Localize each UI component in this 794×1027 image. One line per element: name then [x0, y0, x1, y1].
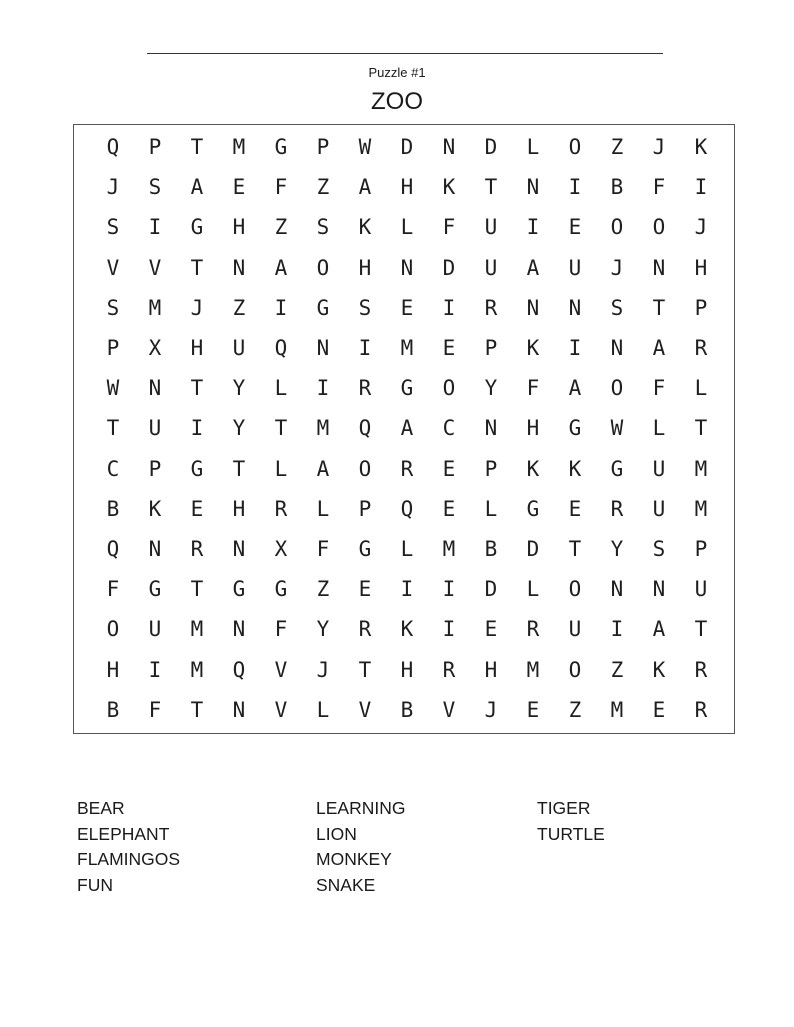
- grid-cell: L: [484, 496, 498, 521]
- grid-cell: F: [316, 536, 330, 561]
- grid-cell: M: [400, 336, 414, 361]
- grid-cell: C: [442, 416, 456, 441]
- grid-cell: B: [106, 496, 120, 521]
- grid-cell: Z: [316, 175, 330, 200]
- grid-cell: J: [190, 295, 204, 320]
- grid-cell: O: [316, 255, 330, 280]
- grid-cell: M: [232, 135, 246, 160]
- grid-cell: U: [652, 496, 666, 521]
- grid-cell: I: [442, 295, 456, 320]
- word-list-column-2: [316, 796, 405, 899]
- grid-cell: V: [148, 255, 162, 280]
- grid-cell: Y: [316, 617, 330, 642]
- grid-cell: O: [568, 657, 582, 682]
- grid-cell: L: [316, 697, 330, 722]
- grid-cell: N: [442, 135, 456, 160]
- grid-cell: R: [610, 496, 624, 521]
- grid-cell: I: [358, 336, 372, 361]
- grid-cell: M: [442, 536, 456, 561]
- grid-cell: H: [358, 255, 372, 280]
- grid-cell: Y: [232, 416, 246, 441]
- grid-cell: Z: [232, 295, 246, 320]
- letter-grid: [92, 127, 722, 730]
- word-list-item: MONKEY: [316, 849, 392, 870]
- grid-cell: N: [652, 255, 666, 280]
- grid-cell: H: [400, 175, 414, 200]
- grid-cell: X: [148, 336, 162, 361]
- grid-cell: J: [694, 215, 708, 240]
- grid-cell: V: [274, 697, 288, 722]
- grid-cell: N: [610, 577, 624, 602]
- grid-cell: L: [526, 135, 540, 160]
- word-list-item: LEARNING: [316, 798, 406, 818]
- grid-cell: T: [274, 416, 288, 441]
- grid-cell: F: [442, 215, 456, 240]
- grid-cell: M: [694, 456, 708, 481]
- grid-cell: R: [274, 496, 288, 521]
- grid-cell: A: [652, 617, 666, 642]
- grid-cell: H: [400, 657, 414, 682]
- grid-cell: P: [106, 336, 120, 361]
- grid-cell: P: [694, 295, 708, 320]
- grid-cell: E: [442, 456, 456, 481]
- grid-cell: H: [106, 657, 120, 682]
- grid-cell: O: [568, 135, 582, 160]
- grid-cell: K: [652, 657, 666, 682]
- grid-cell: H: [694, 255, 708, 280]
- grid-cell: O: [358, 456, 372, 481]
- grid-cell: G: [316, 295, 330, 320]
- grid-cell: L: [526, 577, 540, 602]
- word-list-item: BEAR: [77, 798, 125, 818]
- grid-cell: B: [106, 697, 120, 722]
- grid-cell: H: [190, 336, 204, 361]
- grid-cell: L: [274, 456, 288, 481]
- grid-cell: J: [610, 255, 624, 280]
- grid-cell: K: [442, 175, 456, 200]
- grid-cell: N: [400, 255, 414, 280]
- grid-cell: D: [484, 577, 498, 602]
- grid-cell: Q: [106, 135, 120, 160]
- grid-cell: G: [568, 416, 582, 441]
- grid-cell: E: [190, 496, 204, 521]
- grid-cell: G: [190, 456, 204, 481]
- grid-cell: I: [568, 336, 582, 361]
- grid-cell: N: [652, 577, 666, 602]
- grid-cell: S: [316, 215, 330, 240]
- grid-cell: K: [694, 135, 708, 160]
- grid-cell: T: [694, 617, 708, 642]
- grid-cell: K: [568, 456, 582, 481]
- grid-cell: D: [442, 255, 456, 280]
- grid-cell: N: [526, 175, 540, 200]
- grid-cell: J: [106, 175, 120, 200]
- grid-cell: E: [568, 215, 582, 240]
- grid-cell: T: [358, 657, 372, 682]
- grid-cell: Z: [610, 657, 624, 682]
- grid-cell: S: [106, 215, 120, 240]
- grid-cell: T: [484, 175, 498, 200]
- grid-cell: E: [232, 175, 246, 200]
- grid-cell: E: [568, 496, 582, 521]
- grid-cell: U: [484, 255, 498, 280]
- grid-cell: I: [526, 215, 540, 240]
- grid-cell: B: [484, 536, 498, 561]
- grid-cell: T: [190, 135, 204, 160]
- grid-cell: F: [526, 376, 540, 401]
- grid-cell: N: [526, 295, 540, 320]
- grid-cell: I: [568, 175, 582, 200]
- grid-cell: I: [148, 657, 162, 682]
- grid-cell: G: [148, 577, 162, 602]
- grid-cell: G: [232, 577, 246, 602]
- grid-cell: I: [400, 577, 414, 602]
- grid-cell: F: [274, 175, 288, 200]
- grid-cell: G: [190, 215, 204, 240]
- grid-cell: K: [148, 496, 162, 521]
- grid-cell: D: [400, 135, 414, 160]
- grid-cell: Z: [274, 215, 288, 240]
- grid-cell: L: [652, 416, 666, 441]
- grid-cell: E: [526, 697, 540, 722]
- grid-cell: Q: [274, 336, 288, 361]
- grid-cell: N: [610, 336, 624, 361]
- grid-cell: Q: [400, 496, 414, 521]
- grid-cell: K: [526, 456, 540, 481]
- grid-cell: U: [232, 336, 246, 361]
- grid-cell: M: [148, 295, 162, 320]
- grid-cell: E: [442, 496, 456, 521]
- grid-cell: H: [232, 215, 246, 240]
- grid-cell: A: [274, 255, 288, 280]
- grid-cell: X: [274, 536, 288, 561]
- grid-cell: I: [694, 175, 708, 200]
- grid-cell: I: [148, 215, 162, 240]
- grid-cell: L: [694, 376, 708, 401]
- grid-cell: D: [526, 536, 540, 561]
- grid-cell: M: [190, 617, 204, 642]
- grid-cell: Q: [106, 536, 120, 561]
- grid-cell: V: [358, 697, 372, 722]
- grid-cell: P: [148, 135, 162, 160]
- grid-cell: M: [526, 657, 540, 682]
- grid-cell: B: [400, 697, 414, 722]
- grid-cell: S: [652, 536, 666, 561]
- grid-cell: M: [316, 416, 330, 441]
- grid-cell: E: [484, 617, 498, 642]
- word-list-item: SNAKE: [316, 875, 376, 896]
- grid-cell: B: [610, 175, 624, 200]
- grid-cell: G: [400, 376, 414, 401]
- grid-cell: T: [190, 577, 204, 602]
- grid-cell: P: [484, 456, 498, 481]
- grid-cell: Z: [316, 577, 330, 602]
- grid-cell: M: [610, 697, 624, 722]
- grid-cell: C: [106, 456, 120, 481]
- grid-cell: Q: [358, 416, 372, 441]
- grid-cell: K: [526, 336, 540, 361]
- word-list-item: ELEPHANT: [77, 823, 170, 844]
- grid-cell: E: [358, 577, 372, 602]
- grid-cell: T: [652, 295, 666, 320]
- grid-cell: N: [484, 416, 498, 441]
- word-list: [77, 796, 717, 916]
- grid-cell: K: [358, 215, 372, 240]
- grid-cell: S: [148, 175, 162, 200]
- word-list-item: TURTLE: [537, 823, 605, 844]
- word-list-item: LION: [316, 823, 357, 844]
- grid-cell: R: [442, 657, 456, 682]
- grid-cell: I: [442, 617, 456, 642]
- grid-cell: F: [148, 697, 162, 722]
- grid-cell: N: [232, 617, 246, 642]
- grid-cell: P: [316, 135, 330, 160]
- grid-cell: T: [190, 376, 204, 401]
- grid-cell: R: [526, 617, 540, 642]
- puzzle-number: Puzzle #1: [368, 65, 426, 80]
- grid-cell: S: [106, 295, 120, 320]
- grid-cell: L: [400, 215, 414, 240]
- grid-cell: E: [652, 697, 666, 722]
- word-list-column-3: [537, 796, 605, 847]
- grid-cell: W: [358, 135, 372, 160]
- grid-cell: G: [610, 456, 624, 481]
- grid-cell: I: [316, 376, 330, 401]
- grid-cell: L: [316, 496, 330, 521]
- grid-cell: J: [652, 135, 666, 160]
- grid-cell: U: [694, 577, 708, 602]
- grid-cell: A: [190, 175, 204, 200]
- grid-cell: U: [148, 416, 162, 441]
- grid-cell: S: [610, 295, 624, 320]
- grid-cell: Z: [568, 697, 582, 722]
- grid-cell: Y: [610, 536, 624, 561]
- grid-cell: E: [442, 336, 456, 361]
- grid-cell: A: [400, 416, 414, 441]
- grid-cell: M: [190, 657, 204, 682]
- grid-cell: Q: [232, 657, 246, 682]
- grid-cell: T: [190, 697, 204, 722]
- grid-cell: R: [358, 617, 372, 642]
- grid-cell: P: [694, 536, 708, 561]
- grid-cell: N: [316, 336, 330, 361]
- grid-cell: H: [526, 416, 540, 441]
- word-list-item: FUN: [77, 875, 113, 896]
- grid-cell: Y: [232, 376, 246, 401]
- grid-cell: J: [484, 697, 498, 722]
- grid-cell: S: [358, 295, 372, 320]
- grid-cell: G: [274, 577, 288, 602]
- grid-cell: O: [652, 215, 666, 240]
- grid-cell: L: [400, 536, 414, 561]
- grid-cell: N: [232, 255, 246, 280]
- grid-cell: G: [526, 496, 540, 521]
- grid-cell: P: [358, 496, 372, 521]
- grid-cell: R: [694, 657, 708, 682]
- grid-cell: E: [400, 295, 414, 320]
- word-list-item: TIGER: [537, 798, 591, 818]
- grid-cell: V: [106, 255, 120, 280]
- grid-cell: I: [190, 416, 204, 441]
- grid-cell: M: [694, 496, 708, 521]
- grid-cell: G: [358, 536, 372, 561]
- grid-cell: V: [274, 657, 288, 682]
- grid-cell: T: [568, 536, 582, 561]
- grid-cell: W: [106, 376, 120, 401]
- grid-cell: R: [694, 697, 708, 722]
- grid-cell: U: [568, 255, 582, 280]
- grid-cell: N: [232, 536, 246, 561]
- grid-cell: I: [610, 617, 624, 642]
- grid-cell: R: [694, 336, 708, 361]
- grid-cell: V: [442, 697, 456, 722]
- grid-cell: W: [610, 416, 624, 441]
- grid-cell: A: [358, 175, 372, 200]
- grid-cell: N: [568, 295, 582, 320]
- grid-cell: O: [610, 376, 624, 401]
- grid-cell: O: [610, 215, 624, 240]
- grid-cell: F: [274, 617, 288, 642]
- puzzle-title: ZOO: [371, 88, 423, 115]
- grid-cell: N: [148, 536, 162, 561]
- grid-cell: P: [484, 336, 498, 361]
- word-list-item: FLAMINGOS: [77, 849, 181, 870]
- grid-cell: I: [274, 295, 288, 320]
- grid-cell: R: [358, 376, 372, 401]
- grid-cell: D: [484, 135, 498, 160]
- grid-cell: T: [694, 416, 708, 441]
- grid-cell: Z: [610, 135, 624, 160]
- grid-cell: N: [232, 697, 246, 722]
- grid-cell: T: [190, 255, 204, 280]
- word-list-column-1: [77, 796, 180, 899]
- grid-cell: N: [148, 376, 162, 401]
- grid-cell: O: [568, 577, 582, 602]
- grid-cell: A: [652, 336, 666, 361]
- grid-cell: F: [652, 175, 666, 200]
- top-rule: [147, 53, 663, 54]
- grid-cell: R: [190, 536, 204, 561]
- grid-cell: A: [526, 255, 540, 280]
- grid-cell: U: [568, 617, 582, 642]
- grid-cell: H: [484, 657, 498, 682]
- grid-cell: T: [106, 416, 120, 441]
- grid-cell: I: [442, 577, 456, 602]
- grid-cell: R: [484, 295, 498, 320]
- grid-cell: U: [484, 215, 498, 240]
- grid-cell: L: [274, 376, 288, 401]
- grid-cell: O: [442, 376, 456, 401]
- grid-cell: F: [652, 376, 666, 401]
- grid-cell: J: [316, 657, 330, 682]
- grid-cell: O: [106, 617, 120, 642]
- grid-cell: H: [232, 496, 246, 521]
- grid-cell: Y: [484, 376, 498, 401]
- grid-cell: A: [316, 456, 330, 481]
- grid-cell: U: [652, 456, 666, 481]
- grid-cell: F: [106, 577, 120, 602]
- grid-cell: T: [232, 456, 246, 481]
- grid-cell: G: [274, 135, 288, 160]
- grid-cell: P: [148, 456, 162, 481]
- grid-cell: R: [400, 456, 414, 481]
- grid-cell: A: [568, 376, 582, 401]
- grid-cell: K: [400, 617, 414, 642]
- grid-cell: U: [148, 617, 162, 642]
